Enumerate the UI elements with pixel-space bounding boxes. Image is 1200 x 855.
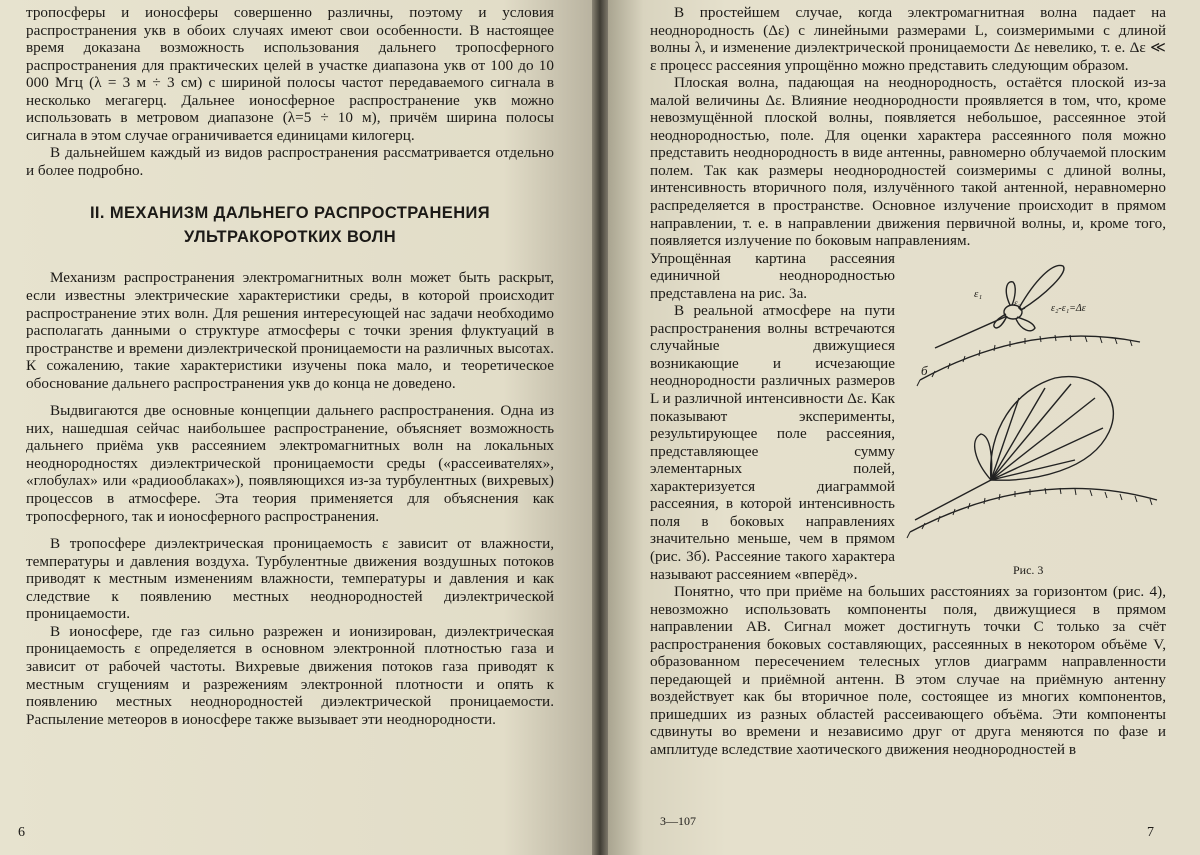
printer-signature: 3—107	[660, 814, 696, 828]
side-lobe-a2	[1016, 317, 1035, 331]
paragraph: В простейшем случае, когда электромагнитная волна падает на неоднородность (Δε) с линейными размерами L, соизмеримыми с длиной волны λ, и изменение диэлектрической проницаемости Δε невелико, т. е. Δε ≪ ε процесс рассеяния упрощённо можно представить следующим образом.	[650, 4, 1166, 74]
side-lobe-b	[975, 434, 992, 480]
paragraph: Механизм распространения электромагнитных волн может быть раскрыт, если известны электрические характеристики среды, в которой происходит распространение этих волн. Для решения интересующей нас задачи необходимо располагать данными о структуре атмосферы с точки зрения флуктуаций в пространстве и времени диэлектрической проницаемости на различных высотах. К сожалению, такие характеристики изучены пока мало, и теоретическое обоснование дальнего распространения укв до конца не доведено.	[26, 269, 554, 392]
paragraph: тропосферы и ионосферы совершенно различны, поэтому и условия распространения укв в обоих случаях имеют свои особенности. В настоящее время доказана возможность использования дальнего тропосферного распространения для практических целей в участке диапазона укв от 100 до 10 000 Мгц (λ = 3 м ÷ 3 см) с шириной полосы частот передаваемого сигнала в несколько мегагерц. Дальнее ионосферное распространение укв можно использовать в метровом диапазоне (λ=5 ÷ 10 м), причём ширина полосы сигнала в этом случае ограничивается единицами килогерц.	[26, 4, 554, 144]
left-page-body	[26, 4, 554, 728]
fig-label-epsilon1: ε₁	[974, 287, 983, 300]
page-number: 6	[18, 825, 25, 840]
right-page-body	[650, 4, 1166, 759]
paragraph: В ионосфере, где газ сильно разрежен и ионизирован, диэлектрическая проницаемость ε определяется в основном электронной плотностью газа и зависит от рабочей частоты. Вихревые движения потоков газа приводят к местным сгущениям и разрежениям электронной плотности и опять к появлению местных неоднородностей диэлектрической проницаемости. Распыление метеоров в ионосфере также вызывает эти неоднородности.	[26, 622, 554, 728]
section-title-line1: II. МЕХАНИЗМ ДАЛЬНЕГО РАСПРОСТРАНЕНИЯ	[89, 204, 491, 223]
left-page	[0, 0, 592, 855]
text-with-figure	[650, 250, 1166, 583]
fig-label-b: б	[921, 362, 928, 378]
paragraph: Плоская волна, падающая на неоднородность, остаётся плоской из-за малой величины Δε. Влияние неоднородности проявляется в том, что, кроме невозмущённой плоской волны, появляется небольшое, рассеянное этой неоднородностью, поле. Для оценки характера рассеянного поля можно представить неоднородность в виде антенны, равномерно облучаемой плоским полем. Так как размеры неоднородностей соизмеримы с длиной волны, интенсивность вторичного поля, излучённого такой антенной, неравномерно распределяется в пространстве. Основное излучение происходит в прямом направлении, т. е. в направлении движения первичной волны, и, кроме того, появляется излучение по боковым направлениям.	[650, 74, 1166, 250]
paragraph: В реальной атмосфере на пути распространения волны встречаются случайные движущиеся возникающие и исчезающие неоднородности различных размеров L и различной интенсивности Δε. Как показывают эксперименты, результирующее поле рассеяния, представляющее сумму элементарных полей, характеризуется диаграммой рассеяния, в которой интенсивность поля в боковых направлениях значительно меньше, чем в прямом (рис. 3б). Рассеяние такого характера называют рассеянием «вперёд».	[650, 302, 895, 583]
book-gutter	[592, 0, 608, 855]
earth-arc-a	[920, 336, 1140, 380]
paragraph: Упрощённая картина рассеяния единичной неоднородностью представлена на рис. 3а.	[650, 249, 895, 302]
figure-side-text	[650, 250, 895, 583]
figure-caption: Рис. 3	[1013, 562, 1044, 577]
fig-label-epsilon2: ε₂	[1014, 297, 1021, 308]
fig-label-delta-epsilon: ε₂-ε₁=Δε	[1051, 302, 1086, 314]
right-page	[608, 0, 1200, 855]
paragraph: Выдвигаются две основные концепции дальнего распространения. Одна из них, нашедшая сейчас наибольшее распространение, объясняет возможность дальнего приёма укв рассеянием электромагнитных волн на локальных неоднородностях диэлектрической проницаемости среды («рассеивателях», «глобулах» или «радиооблаках»), появляющихся из-за турбулентных (вихревых) процессов в атмосфере. Эта теория применяется для объяснения как тропосферного, так и ионосферного распространения.	[26, 402, 554, 525]
section-title-line2: УЛЬТРАКОРОТКИХ ВОЛН	[183, 228, 397, 247]
paragraph: В дальнейшем каждый из видов распространения рассматривается отдельно и более подробно.	[26, 144, 554, 179]
paragraph: Понятно, что при приёме на больших расстояниях за горизонтом (рис. 4), невозможно использовать компоненты поля, движущиеся в прямом направлении AB. Сигнал может достигнуть точки C только за счёт распространения боковых составляющих, рассеянных в некотором объёме V, образованном пересечением телесных углов диаграмм направленности передающей и приёмной антенн. В этом случае на приёмную антенну воздействует как бы вторичное поле, состоящее из многих компонентов, пришедших из разных областей рассеивающего объёма. Эти компоненты сдвинуты во времени и независимо друг от друга меняются по фазе и амплитуде вследствие хаотического движения неоднородностей в	[650, 583, 1166, 758]
paragraph: В тропосфере диэлектрическая проницаемость ε зависит от влажности, температуры и давления воздуха. Турбулентные движения воздушных потоков приводят к местным изменениям влажности, температуры и давления и как следствие к появлению местных неоднородностей диэлектрической проницаемости.	[26, 535, 554, 623]
scattering-diagram	[895, 250, 1165, 580]
figure-3	[895, 250, 1166, 583]
page-number: 7	[1147, 825, 1154, 840]
